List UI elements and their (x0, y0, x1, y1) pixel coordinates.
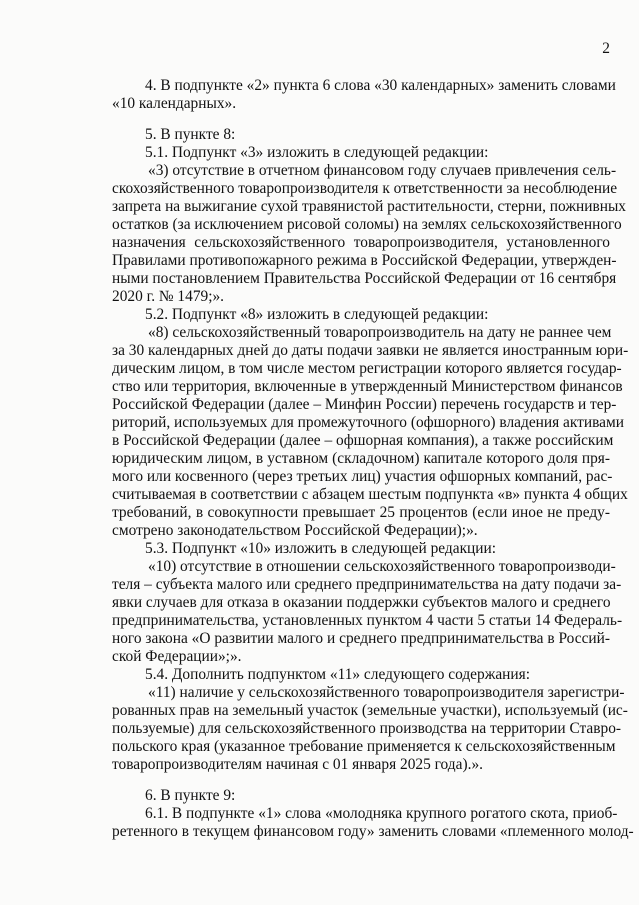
text-line: 5.4. Дополнить подпунктом «11» следующего содержания: (145, 666, 530, 683)
text-line: пользуемые) для сельскохозяйственного производства на территории Ставро- (112, 720, 622, 737)
text-line: юридическим лицом, в уставном (складочном) капитале которого доля пря- (112, 450, 610, 467)
text-line: рованных прав на земельный участок (земельные участки), используемый (ис- (112, 702, 628, 719)
text-line: запрета на выжигание сухой травянистой растительности, стерни, пожнивных (112, 198, 626, 215)
text-line: 4. В подпункте «2» пункта 6 слова «30 календарных» заменить словами (145, 77, 616, 94)
text-line: считываемая в соответствии с абзацем шестым подпункта «в» пункта 4 общих (112, 486, 628, 503)
text-line: польского края (указанное требование применяется к сельскохозяйственным (112, 738, 616, 755)
text-line: за 30 календарных дней до даты подачи заявки не является иностранным юри- (112, 342, 629, 359)
text-line: Правилами противопожарного режима в Российской Федерации, утвержден- (112, 252, 617, 269)
text-line: 5.3. Подпункт «10» изложить в следующей редакции: (145, 540, 497, 557)
text-line: «10 календарных». (112, 95, 237, 112)
text-line: 6.1. В подпункте «1» слова «молодняка крупного рогатого скота, приоб- (145, 805, 618, 822)
text-line: 2020 г. № 1479;». (112, 288, 225, 305)
text-line: ретенного в текущем финансовом году» заменить словами «племенного молод- (112, 823, 634, 840)
text-line: «8) сельскохозяйственный товаропроизводитель на дату не раннее чем (148, 324, 612, 341)
text-line: предпринимательства, установленных пунктом 4 части 5 статьи 14 Федераль- (112, 612, 623, 629)
page-number: 2 (602, 40, 610, 57)
text-line: ство или территория, включенные в утвержденный Министерством финансов (112, 378, 623, 395)
text-line: «11) наличие у сельскохозяйственного товаропроизводителя зарегистри- (148, 684, 625, 701)
text-line: «3) отсутствие в отчетном финансовом году случаев привлечения сель- (148, 162, 617, 179)
text-line: смотрено законодательством Российской Федерации);». (112, 522, 478, 539)
text-line: риторий, используемых для промежуточного (офшорного) владения активами (112, 414, 624, 431)
text-line: явки случаев для отказа в оказании поддержки субъектов малого и среднего (112, 594, 611, 611)
text-line: назначения сельскохозяйственного товаропроизводителя, установленного (112, 234, 610, 251)
text-line: Российской Федерации (далее – Минфин России) перечень государств и тер- (112, 396, 617, 413)
text-line: дическим лицом, в том числе местом регистрации которого является государ- (112, 360, 622, 377)
text-line: ного закона «О развитии малого и среднего предпринимательства в Россий- (112, 630, 610, 647)
text-line: в Российской Федерации (далее – офшорная компания), а также российским (112, 432, 614, 449)
text-line: теля – субъекта малого или среднего предпринимательства на дату подачи за- (112, 576, 622, 593)
text-line: скохозяйственного товаропроизводителя к ответственности за несоблюдение (112, 180, 618, 197)
text-line: остатков (за исключением рисовой соломы) на землях сельскохозяйственного (112, 216, 622, 233)
text-line: ными постановлением Правительства Российской Федерации от 16 сентября (112, 270, 617, 287)
text-line: 5.1. Подпункт «3» изложить в следующей редакции: (145, 144, 489, 161)
text-line: ской Федерации»;». (112, 648, 242, 665)
text-line: товаропроизводителям начиная с 01 января 2025 года).». (112, 756, 483, 773)
text-line: 5. В пункте 8: (145, 126, 236, 143)
text-line: «10) отсутствие в отношении сельскохозяйственного товаропроизводи- (148, 558, 616, 575)
text-line: 5.2. Подпункт «8» изложить в следующей редакции: (145, 306, 489, 323)
text-line: требований, в совокупности превышает 25 процентов (если иное не преду- (112, 504, 610, 521)
text-line: мого или косвенного (через третьих лиц) участия офшорных компаний, рас- (112, 468, 613, 485)
text-line: 6. В пункте 9: (145, 787, 236, 804)
